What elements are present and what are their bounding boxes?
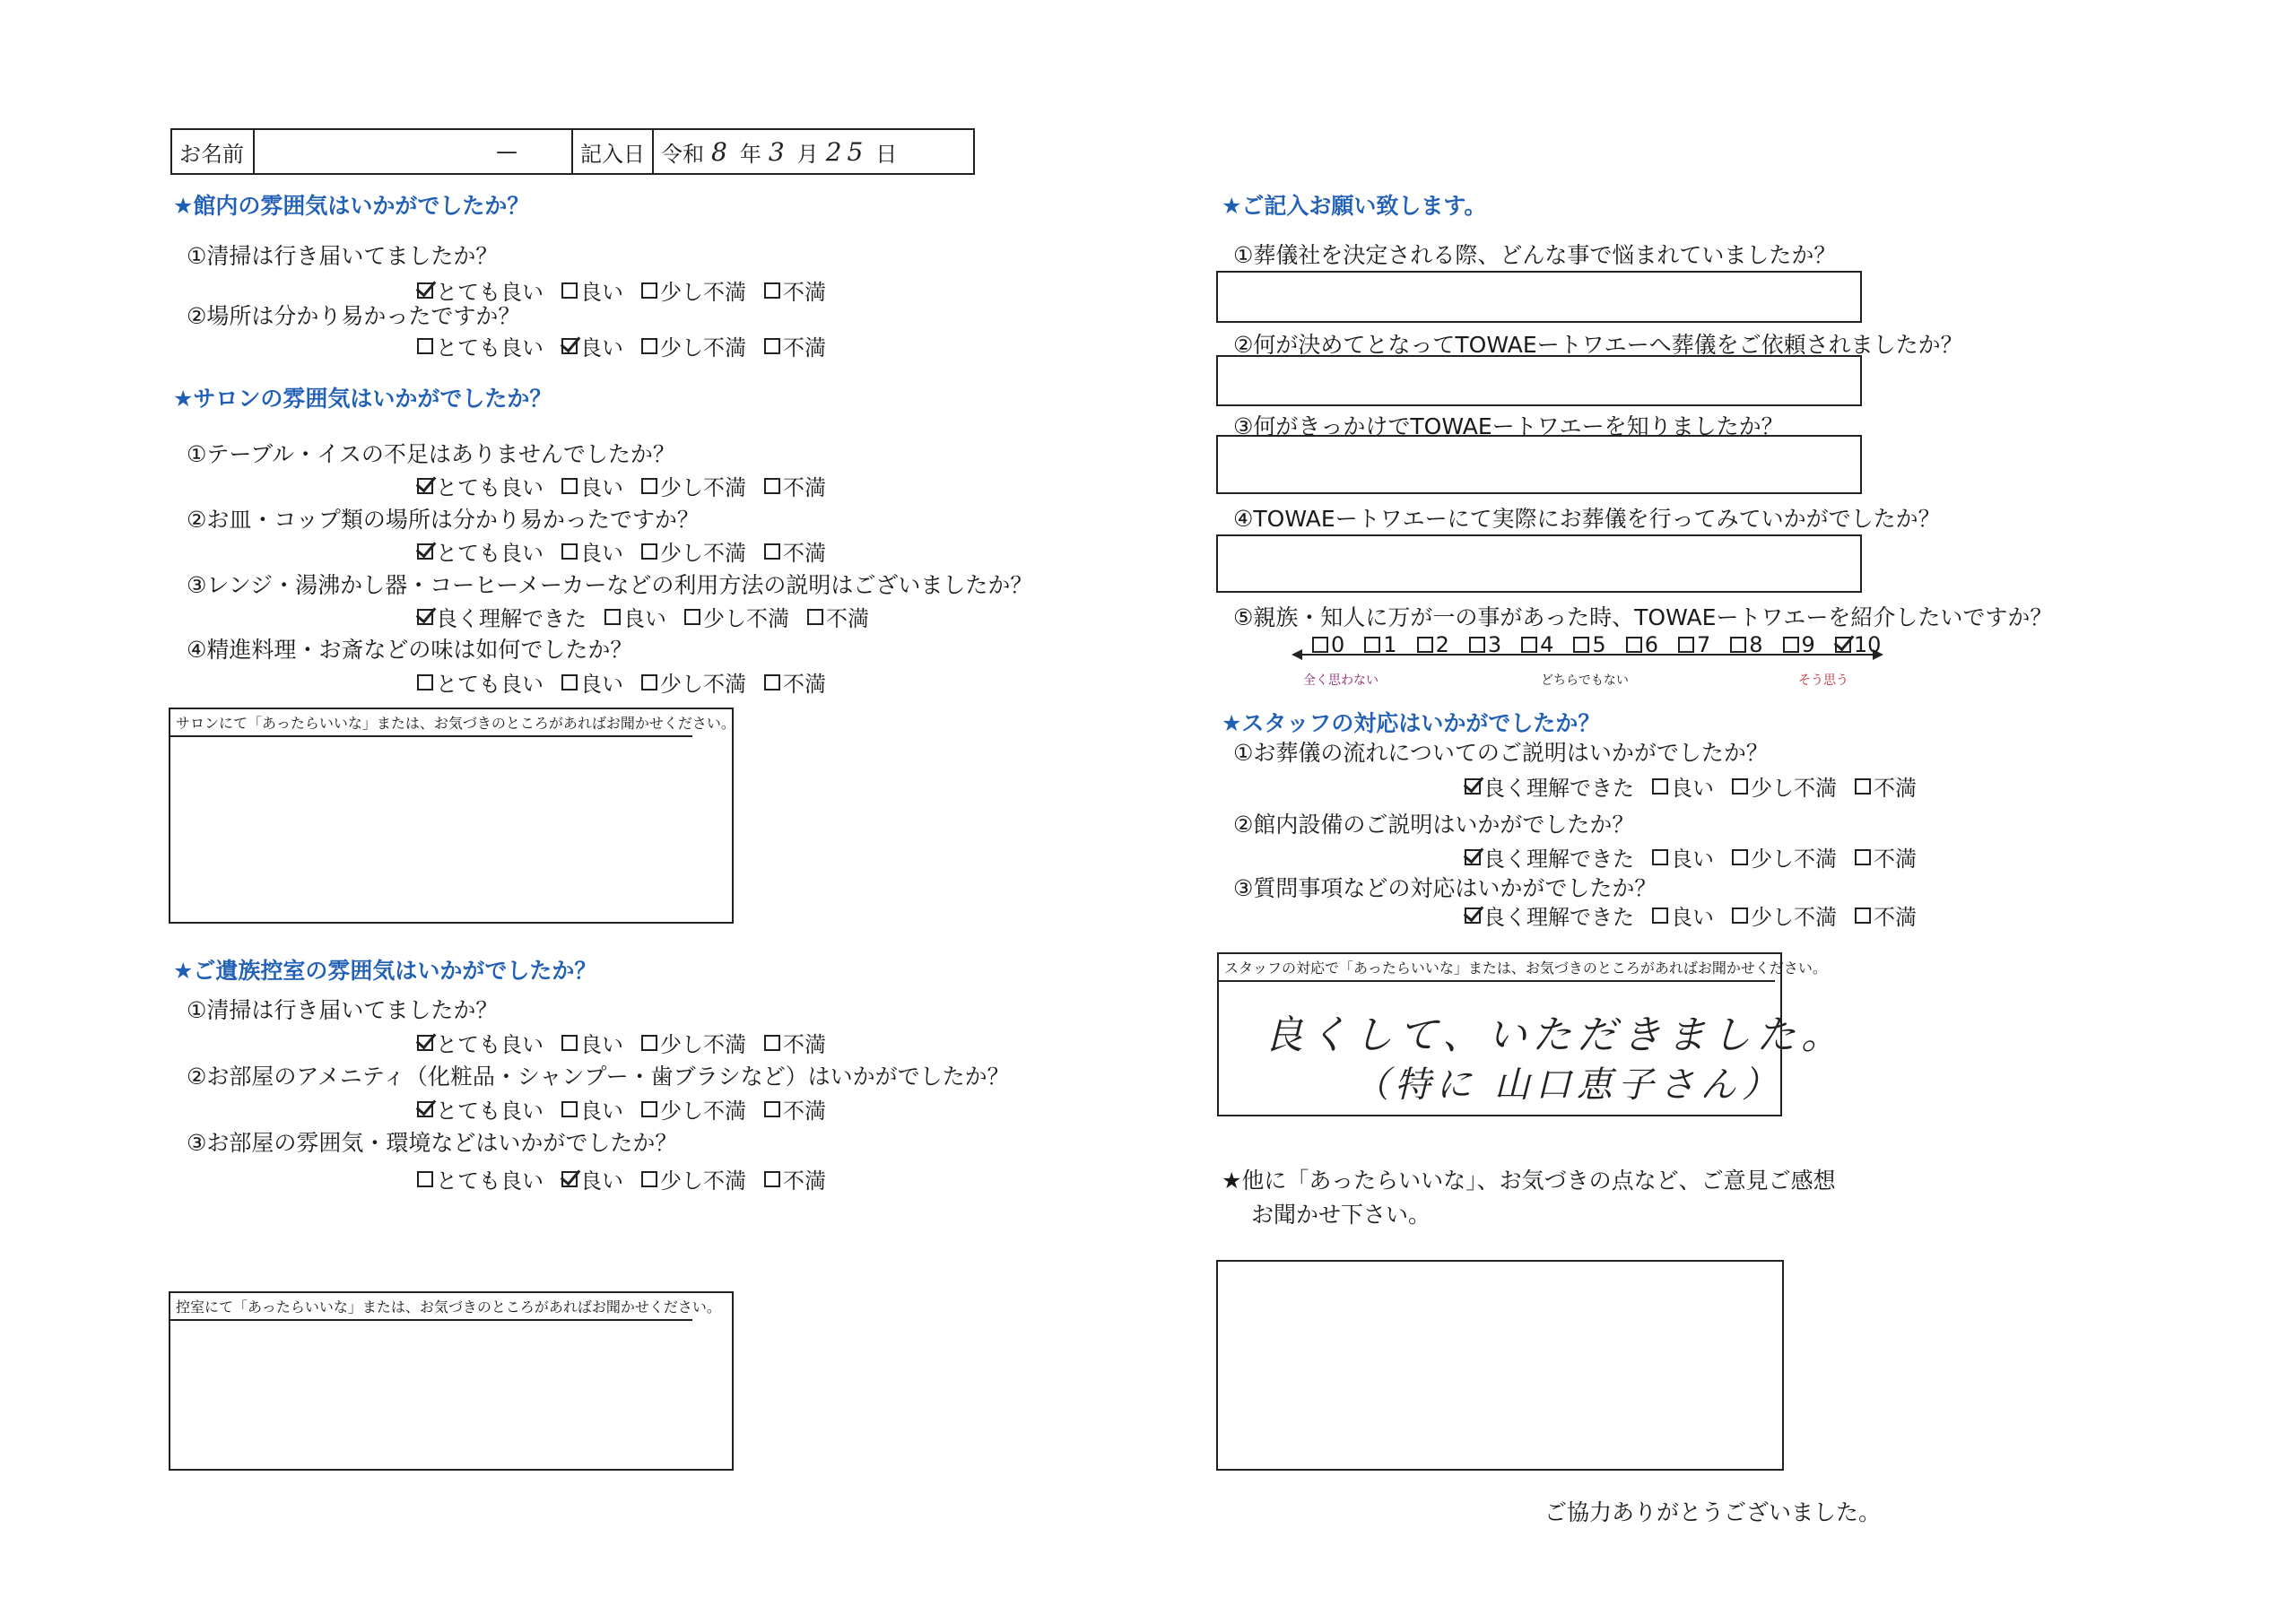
option-label: 少し不満 xyxy=(660,1168,746,1194)
options-room-1 xyxy=(417,1027,826,1058)
option-label: 少し不満 xyxy=(1751,776,1837,801)
option-1[interactable] xyxy=(1465,770,1634,802)
options-room-2 xyxy=(417,1093,826,1125)
checkbox-icon[interactable] xyxy=(641,543,657,560)
checkbox-icon[interactable] xyxy=(417,338,433,354)
option-2[interactable] xyxy=(561,535,623,567)
option-1[interactable] xyxy=(417,601,587,632)
question-staff-1: ①お葬儀の流れについてのご説明はいかがでしたか？ xyxy=(1233,740,1769,766)
option-label: 不満 xyxy=(783,1032,826,1057)
options-staff-2 xyxy=(1465,841,1917,873)
checkbox-icon[interactable] xyxy=(1573,637,1589,653)
checkbox-icon[interactable] xyxy=(1732,778,1748,795)
option-3[interactable] xyxy=(641,1093,746,1125)
options-salon-1 xyxy=(417,470,826,501)
option-label: 少し不満 xyxy=(660,1032,746,1057)
scale-option-1[interactable] xyxy=(1364,632,1396,657)
option-label: 良く理解できた xyxy=(1483,905,1634,930)
option-label: 少し不満 xyxy=(660,672,746,697)
staff-comment-handwritten-2: （特に 山口恵子さん） xyxy=(1353,1064,1783,1106)
checkbox-icon[interactable] xyxy=(1678,637,1694,653)
checkbox-icon[interactable] xyxy=(764,1035,780,1051)
option-label: 不満 xyxy=(783,541,826,566)
staff-comment-caption: スタッフの対応で「あったらいいな」または、お気づきのところがあればお聞かせください。 xyxy=(1219,954,1775,982)
option-label: 不満 xyxy=(1874,905,1917,930)
answer-box-2[interactable] xyxy=(1216,355,1862,406)
checkbox-icon[interactable] xyxy=(1855,908,1871,924)
scale-number: 9 xyxy=(1801,632,1815,657)
option-4[interactable] xyxy=(1855,770,1917,802)
answer-box-4[interactable] xyxy=(1216,534,1862,593)
option-1[interactable] xyxy=(1465,841,1634,873)
checkbox-icon[interactable] xyxy=(684,609,700,625)
option-label: 不満 xyxy=(1874,847,1917,872)
scale-option-8[interactable] xyxy=(1730,632,1762,657)
checked-box-icon[interactable] xyxy=(417,609,433,625)
option-label: 良い xyxy=(580,335,623,360)
checked-box-icon[interactable] xyxy=(417,282,433,299)
checkbox-icon[interactable] xyxy=(1652,778,1668,795)
checked-box-icon[interactable] xyxy=(561,338,578,354)
date-label: 記入日 xyxy=(573,130,654,173)
option-4[interactable] xyxy=(1855,899,1917,931)
scale-option-0[interactable] xyxy=(1312,632,1344,657)
checked-box-icon[interactable] xyxy=(417,1035,433,1051)
checkbox-icon[interactable] xyxy=(1732,908,1748,924)
checkbox-icon[interactable] xyxy=(604,609,621,625)
option-label: 少し不満 xyxy=(1751,905,1837,930)
option-label: とても良い xyxy=(436,1032,544,1057)
options-salon-4 xyxy=(417,666,826,698)
salon-comment-box[interactable] xyxy=(169,708,734,924)
options-staff-1 xyxy=(1465,770,1917,802)
scale-option-6[interactable] xyxy=(1626,632,1658,657)
year-value: 8 xyxy=(711,136,733,167)
checkbox-icon[interactable] xyxy=(641,1035,657,1051)
checkbox-icon[interactable] xyxy=(1652,908,1668,924)
option-3[interactable] xyxy=(641,274,746,306)
checked-box-icon[interactable] xyxy=(1465,849,1481,865)
option-4[interactable] xyxy=(764,1093,826,1125)
option-4[interactable] xyxy=(764,330,826,361)
option-label: 不満 xyxy=(826,606,869,631)
question-salon-3: ③レンジ・湯沸かし器・コーヒーメーカーなどの利用方法の説明はございましたか？ xyxy=(187,572,1033,598)
checked-box-icon[interactable] xyxy=(561,1171,578,1187)
checked-box-icon[interactable] xyxy=(1835,637,1851,653)
name-field[interactable]: — xyxy=(255,130,573,173)
option-1[interactable] xyxy=(417,1093,544,1125)
option-label: 不満 xyxy=(783,1168,826,1194)
option-4[interactable] xyxy=(764,666,826,698)
question-request-3: ③何がきっかけでTOWAEートワエーを知りましたか？ xyxy=(1233,413,1784,439)
options-salon-3 xyxy=(417,601,869,632)
option-label: 不満 xyxy=(783,475,826,500)
checkbox-icon[interactable] xyxy=(764,338,780,354)
option-2[interactable] xyxy=(561,1093,623,1125)
scale-number: 0 xyxy=(1331,632,1345,657)
checkbox-icon[interactable] xyxy=(561,1101,578,1117)
option-3[interactable] xyxy=(641,470,746,501)
option-3[interactable] xyxy=(641,330,746,361)
option-label: とても良い xyxy=(436,1099,544,1124)
option-label: 不満 xyxy=(783,280,826,305)
scale-option-9[interactable] xyxy=(1783,632,1815,657)
checkbox-icon[interactable] xyxy=(764,1101,780,1117)
option-2[interactable] xyxy=(1652,899,1714,931)
answer-box-1[interactable] xyxy=(1216,271,1862,323)
checkbox-icon[interactable] xyxy=(417,1171,433,1187)
question-staff-3: ③質問事項などの対応はいかがでしたか？ xyxy=(1233,875,1657,901)
date-field[interactable] xyxy=(654,130,973,173)
room-comment-box[interactable] xyxy=(169,1291,734,1471)
option-label: 良く理解できた xyxy=(436,606,587,631)
option-3[interactable] xyxy=(684,601,789,632)
section-salon-title: ★サロンの雰囲気はいかがでしたか？ xyxy=(173,386,552,412)
option-label: 良い xyxy=(580,475,623,500)
checkbox-icon[interactable] xyxy=(641,478,657,494)
checkbox-icon[interactable] xyxy=(1730,637,1746,653)
option-1[interactable] xyxy=(417,330,544,361)
question-room-3: ③お部屋の雰囲気・環境などはいかがでしたか？ xyxy=(187,1130,678,1156)
option-label: とても良い xyxy=(436,1168,544,1194)
scale-number: 4 xyxy=(1540,632,1554,657)
option-4[interactable] xyxy=(1855,841,1917,873)
month-unit: 月 xyxy=(796,141,819,167)
option-label: 良い xyxy=(623,606,666,631)
checked-box-icon[interactable] xyxy=(1465,908,1481,924)
checkbox-icon[interactable] xyxy=(1732,849,1748,865)
question-request-4: ④TOWAEートワエーにて実際にお葬儀を行ってみていかがでしたか？ xyxy=(1233,506,1941,532)
scale-number: 3 xyxy=(1487,632,1502,657)
option-2[interactable] xyxy=(604,601,666,632)
scale-option-2[interactable] xyxy=(1417,632,1449,657)
option-1[interactable] xyxy=(417,470,544,501)
scale-number: 1 xyxy=(1383,632,1397,657)
checkbox-icon[interactable] xyxy=(764,674,780,690)
scale-high-label: そう思う xyxy=(1798,673,1848,688)
checkbox-icon[interactable] xyxy=(641,282,657,299)
month-value: 3 xyxy=(768,136,790,167)
checkbox-icon[interactable] xyxy=(1855,778,1871,795)
option-4[interactable] xyxy=(764,535,826,567)
checkbox-icon[interactable] xyxy=(641,674,657,690)
option-3[interactable] xyxy=(1732,841,1837,873)
scale-option-4[interactable] xyxy=(1521,632,1553,657)
checkbox-icon[interactable] xyxy=(1783,637,1799,653)
checked-box-icon[interactable] xyxy=(1465,778,1481,795)
option-label: 良い xyxy=(580,1168,623,1194)
option-1[interactable] xyxy=(417,1163,544,1194)
checkbox-icon[interactable] xyxy=(561,674,578,690)
other-prompt-line2: お聞かせ下さい。 xyxy=(1251,1202,1431,1228)
checkbox-icon[interactable] xyxy=(561,1035,578,1051)
option-1[interactable] xyxy=(417,666,544,698)
scale-option-3[interactable] xyxy=(1469,632,1501,657)
option-4[interactable] xyxy=(807,601,869,632)
checkbox-icon[interactable] xyxy=(1626,637,1642,653)
option-4[interactable] xyxy=(764,1163,826,1194)
option-1[interactable] xyxy=(1465,899,1634,931)
option-label: とても良い xyxy=(436,541,544,566)
checkbox-icon[interactable] xyxy=(1417,637,1433,653)
question-hall-1: ①清掃は行き届いてましたか？ xyxy=(187,243,499,269)
checkbox-icon[interactable] xyxy=(561,478,578,494)
option-label: とても良い xyxy=(436,475,544,500)
question-room-2: ②お部屋のアメニティ（化粧品・シャンプー・歯ブラシなど）はいかがでしたか？ xyxy=(187,1064,1010,1090)
option-label: 少し不満 xyxy=(660,280,746,305)
answer-box-3[interactable] xyxy=(1216,435,1862,494)
options-hall-2 xyxy=(417,330,826,361)
option-label: 少し不満 xyxy=(703,606,789,631)
section-request-title: ★ご記入お願い致します。 xyxy=(1222,193,1487,219)
option-label: 良い xyxy=(580,541,623,566)
other-comment-box[interactable] xyxy=(1216,1260,1784,1471)
question-request-2: ②何が決めてとなってTOWAEートワエーへ葬儀をご依頼されましたか？ xyxy=(1233,332,1963,358)
option-2[interactable] xyxy=(561,666,623,698)
day-value: 25 xyxy=(825,136,869,167)
scale-option-10[interactable] xyxy=(1835,632,1882,657)
option-3[interactable] xyxy=(1732,770,1837,802)
scale-number: 7 xyxy=(1696,632,1711,657)
option-4[interactable] xyxy=(764,274,826,306)
name-label: お名前 xyxy=(172,130,255,173)
scale-number: 6 xyxy=(1644,632,1658,657)
question-salon-2: ②お皿・コップ類の場所は分かり易かったですか？ xyxy=(187,507,700,533)
scale-number: 2 xyxy=(1435,632,1449,657)
question-salon-1: ①テーブル・イスの不足はありませんでしたか？ xyxy=(187,441,675,467)
options-salon-2 xyxy=(417,535,826,567)
checkbox-icon[interactable] xyxy=(561,282,578,299)
option-label: 良い xyxy=(1671,776,1714,801)
checkbox-icon[interactable] xyxy=(1469,637,1485,653)
day-unit: 日 xyxy=(875,141,898,167)
scale-mid-label: どちらでもない xyxy=(1541,673,1629,688)
option-label: 少し不満 xyxy=(1751,847,1837,872)
question-salon-4: ④精進料理・お斎などの味は如何でしたか？ xyxy=(187,637,633,663)
option-label: とても良い xyxy=(436,335,544,360)
checkbox-icon[interactable] xyxy=(764,282,780,299)
question-room-1: ①清掃は行き届いてましたか？ xyxy=(187,997,499,1023)
scale-option-5[interactable] xyxy=(1573,632,1605,657)
checkbox-icon[interactable] xyxy=(1855,849,1871,865)
option-label: 良い xyxy=(580,672,623,697)
option-2[interactable] xyxy=(1652,770,1714,802)
checkbox-icon[interactable] xyxy=(417,674,433,690)
recommend-scale xyxy=(1312,632,1881,657)
option-label: 少し不満 xyxy=(660,475,746,500)
checkbox-icon[interactable] xyxy=(641,1101,657,1117)
question-request-5: ⑤親族・知人に万が一の事があった時、TOWAEートワエーを紹介したいですか？ xyxy=(1233,604,2053,630)
option-3[interactable] xyxy=(641,1163,746,1194)
checked-box-icon[interactable] xyxy=(417,1101,433,1117)
question-staff-2: ②館内設備のご説明はいかがでしたか？ xyxy=(1233,812,1635,838)
option-label: 不満 xyxy=(1874,776,1917,801)
option-2[interactable] xyxy=(561,470,623,501)
checkbox-icon[interactable] xyxy=(1521,637,1537,653)
option-4[interactable] xyxy=(764,470,826,501)
question-request-1: ①葬儀社を決定される際、どんな事で悩まれていましたか？ xyxy=(1233,242,1837,268)
scale-number: 10 xyxy=(1853,632,1882,657)
era: 令和 xyxy=(661,141,704,167)
checkbox-icon[interactable] xyxy=(1364,637,1380,653)
option-label: 良い xyxy=(1671,905,1714,930)
section-staff-title: ★スタッフの対応はいかがでしたか？ xyxy=(1222,710,1601,736)
checkbox-icon[interactable] xyxy=(641,338,657,354)
option-label: 良い xyxy=(580,1099,623,1124)
option-3[interactable] xyxy=(641,666,746,698)
checkbox-icon[interactable] xyxy=(561,543,578,560)
option-label: 良い xyxy=(1671,847,1714,872)
option-label: 少し不満 xyxy=(660,541,746,566)
option-2[interactable] xyxy=(561,1163,623,1194)
options-staff-3 xyxy=(1465,899,1917,931)
header-table xyxy=(170,128,975,175)
option-label: とても良い xyxy=(436,672,544,697)
option-3[interactable] xyxy=(641,1027,746,1058)
scale-number: 5 xyxy=(1592,632,1606,657)
option-2[interactable] xyxy=(561,274,623,306)
checked-box-icon[interactable] xyxy=(417,543,433,560)
checkbox-icon[interactable] xyxy=(1312,637,1328,653)
option-2[interactable] xyxy=(561,330,623,361)
room-comment-caption: 控室にて「あったらいいな」または、お気づきのところがあればお聞かせください。 xyxy=(170,1293,692,1321)
options-room-3 xyxy=(417,1163,826,1194)
option-label: 不満 xyxy=(783,1099,826,1124)
checkbox-icon[interactable] xyxy=(807,609,823,625)
scale-low-label: 全く思わない xyxy=(1303,673,1378,688)
checkbox-icon[interactable] xyxy=(1652,849,1668,865)
option-label: 良く理解できた xyxy=(1483,776,1634,801)
question-hall-2: ②場所は分かり易かったですか？ xyxy=(187,303,521,329)
option-label: 良い xyxy=(580,1032,623,1057)
staff-comment-handwritten-1: 良くして、いただきました。 xyxy=(1264,1012,1847,1058)
staff-comment-box[interactable] xyxy=(1217,952,1847,1116)
option-3[interactable] xyxy=(1732,899,1837,931)
option-label: 不満 xyxy=(783,672,826,697)
section-family-room-title: ★ご遺族控室の雰囲気はいかがでしたか？ xyxy=(173,958,597,984)
checkbox-icon[interactable] xyxy=(641,1171,657,1187)
option-3[interactable] xyxy=(641,535,746,567)
checkbox-icon[interactable] xyxy=(764,478,780,494)
option-label: とても良い xyxy=(436,280,544,305)
checked-box-icon[interactable] xyxy=(417,478,433,494)
option-label: 少し不満 xyxy=(660,335,746,360)
checkbox-icon[interactable] xyxy=(764,1171,780,1187)
option-1[interactable] xyxy=(417,535,544,567)
checkbox-icon[interactable] xyxy=(764,543,780,560)
option-label: 不満 xyxy=(783,335,826,360)
year-unit: 年 xyxy=(739,141,761,167)
scale-number: 8 xyxy=(1749,632,1763,657)
scale-option-7[interactable] xyxy=(1678,632,1710,657)
section-hall-title: ★館内の雰囲気はいかがでしたか？ xyxy=(173,193,530,219)
option-2[interactable] xyxy=(561,1027,623,1058)
salon-comment-caption: サロンにて「あったらいいな」または、お気づきのところがあればお聞かせください。 xyxy=(170,709,692,737)
option-label: 良く理解できた xyxy=(1483,847,1634,872)
option-4[interactable] xyxy=(764,1027,826,1058)
option-1[interactable] xyxy=(417,1027,544,1058)
option-2[interactable] xyxy=(1652,841,1714,873)
thanks-message: ご協力ありがとうございました。 xyxy=(1544,1499,1882,1525)
option-label: 良い xyxy=(580,280,623,305)
other-prompt-line1: ★他に「あったらいいな」、お気づきの点など、ご意見ご感想 xyxy=(1222,1168,1836,1194)
option-label: 少し不満 xyxy=(660,1099,746,1124)
